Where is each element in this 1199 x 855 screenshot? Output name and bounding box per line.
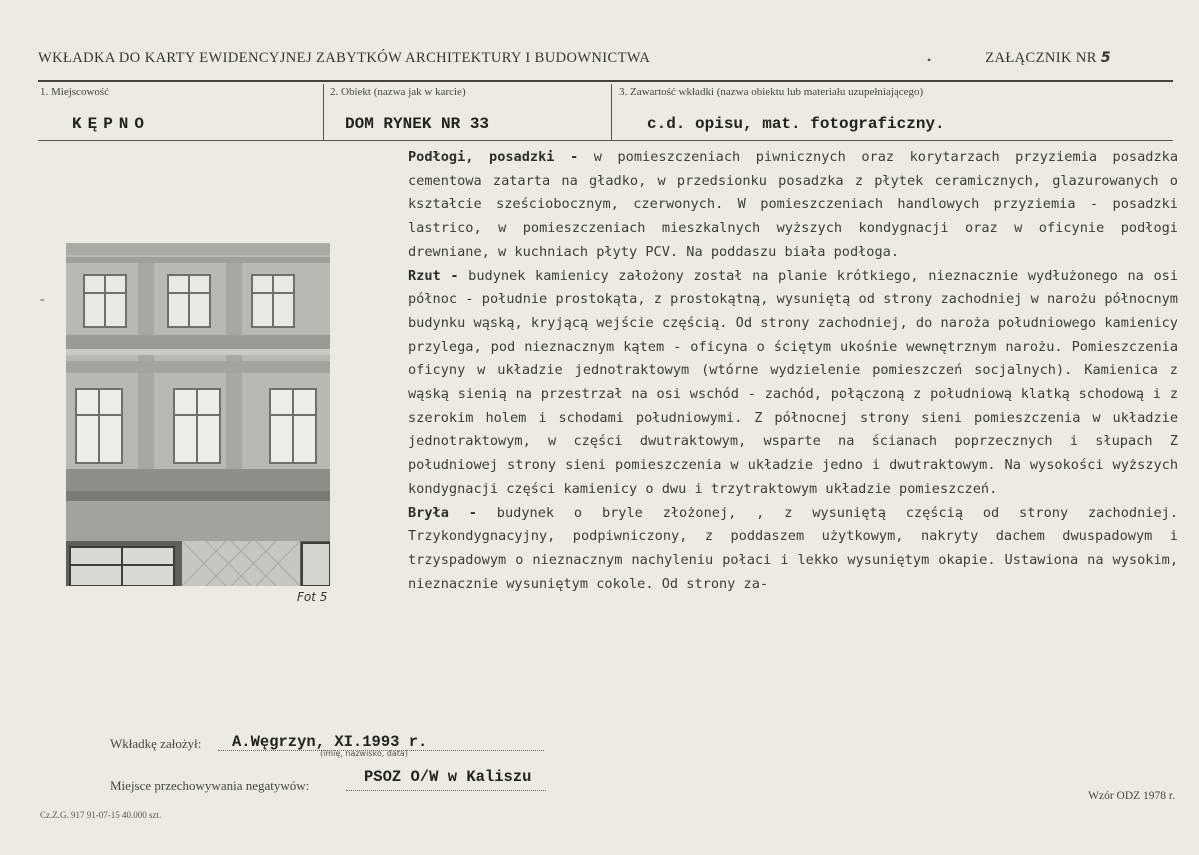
field-value-object: DOM RYNEK NR 33 <box>345 115 490 133</box>
attachment-label: ZAŁĄCZNIK NR 5 <box>985 50 1111 66</box>
negatives-label: Miejsce przechowywania negatywów: <box>110 778 310 793</box>
field-divider <box>611 84 612 140</box>
field-value-locality: KĘPNO <box>72 115 151 133</box>
photo-caption: Fot 5 <box>297 590 328 604</box>
author-value: A.Węgrzyn, XI.1993 r. <box>232 733 428 751</box>
author-label: Wkładkę założył: <box>110 736 202 751</box>
author-hint: (imię, nazwisko, data) <box>320 749 408 758</box>
document-page: WKŁADKA DO KARTY EWIDENCYJNEJ ZABYTKÓW ARCHITEKTURY I BUDOWNICTWA • ZAŁĄCZNIK NR 5 1. Miejscowość 2. Obiekt (nazwa jak w karcie) 3. Zawartość wkładki (nazwa obiektu lub materiału uzupełniającego) KĘPNO DOM RYNEK NR 33 c.d. opisu, mat. fotograficzny. - Fot 5 Podłogi, posadzki - w pomieszczeniach piwnicznych oraz korytarzach przyziemia posadzka cementowa zatarta na gładko, w przedsionku posadzka z płytek ceramicznych, glazurowanych o kształcie sześciobocznym, czerwonych. W pomieszczeniach handlowych przyziemia - posadzki lastrico, w pomieszczeniach mieszkalnych wyższych kondygnacji oraz w oficynie podłogi drewniane, w kuchniach płyty PCV. Na poddaszu biała podłoga. Rzut - budynek kamienicy założony został na planie krótkiego, nieznacznie wydłużonego na osi północ - południe prostokąta, z prostokątną, wysuniętą od strony zachodniej w narożu północnym budynku wąską, kryjącą wejście częścią. Od strony zachodniej, do naroża południowego kamienicy przylega, pod nieznacznym kątem - oficyna o ściętym ukośnie wewnętrznym narożu. Pomieszczenia oficyny w układzie jednotraktowym (wtórne wydzielenie pomieszczeń socjalnych). Kamienica z wąską sienią na przestrzał na osi wschód - zachód, połączoną z południową klatką schodową i z szerokim holem i schodami południowymi. Z północnej strony sieni pomieszczenia w układzie jednotraktowym, w części dwutraktowym, wsparte na ścianach poprzecznych i słupach Z południowej strony sieni pomieszczenia w układzie jedno i dwutraktowym. Na wysokości wyższych kondygnacji części kamienicy o dwu i trzytraktowym układzie pomieszczeń. Bryła - budynek o bryle złożonej, , z wysuniętą częścią od strony zachodniej. Trzykondygnacyjny, podpiwniczony, z poddaszem użytkowym, nakryty dachem dwuspadowym i trzyspadowym o nieznacznym nachyleniu połaci i lekko wysuniętym okapie. Ustawiona na wysokim, nieznacznie wysuniętym cokole. Od strony za- Wkładkę założył: A.Węgrzyn, XI.1993 r. (imię, nazwisko, data) Miejsce przechowywania negatywów: PSOZ O/W w Kaliszu Cz.Z.G. 917 91-07-15 40.000 szt. Wzór ODZ 1978 r. <box>38 50 1179 820</box>
description-text <box>408 146 1178 596</box>
field-value-contents: c.d. opisu, mat. fotograficzny. <box>647 115 945 133</box>
field-label-locality: 1. Miejscowość <box>40 86 110 98</box>
section-text: budynek kamienicy założony został na planie krótkiego, nieznacznie wydłużonego na osi północ - południe prostokąta, z prostokątną, wysuniętą od strony zachodniej w narożu północnym budynku wąską, kryjącą wejście częścią. Od strony zachodniej, do naroża południowego kamienicy przylega, pod nieznacznym kątem - oficyna o ściętym ukośnie wewnętrznym narożu. Pomieszczenia oficyny w układzie jednotraktowym (wtórne wydzielenie pomieszczeń socjalnych). Kamienica z wąską sienią na przestrzał na osi wschód - zachód, połączoną z południową klatką schodową i z szerokim holem i schodami południowymi. Z północnej strony sieni pomieszczenia w układzie jednotraktowym, w części dwutraktowym, wsparte na ścianach poprzecznych i słupach Z południowej strony sieni pomieszczenia w układzie jedno i dwutraktowym. Na wysokości wyższych kondygnacji części kamienicy o dwu i trzytraktowym układzie pomieszczeń. <box>408 267 1178 497</box>
section-heading: Bryła - <box>408 504 477 521</box>
section-text: budynek o bryle złożonej, , z wysuniętą częścią od strony zachodniej. Trzykondygnacyjny, podpiwniczony, z poddaszem użytkowym, nakryty dachem dwuspadowym i trzyspadowym o nieznacznym nachyleniu połaci i lekko wysuniętym okapie. Ustawiona na wysokim, nieznacznie wysuniętym cokole. Od strony za- <box>408 504 1178 592</box>
document-title: WKŁADKA DO KARTY EWIDENCYJNEJ ZABYTKÓW ARCHITEKTURY I BUDOWNICTWA <box>38 50 651 66</box>
section-heading: Podłogi, posadzki - <box>408 149 579 165</box>
template-info: Wzór ODZ 1978 r. <box>1088 790 1175 802</box>
fields-rule <box>38 140 1173 141</box>
field-label-contents: 3. Zawartość wkładki (nazwa obiektu lub materiału uzupełniającego) <box>619 86 924 98</box>
attachment-number: 5 <box>1100 50 1111 66</box>
field-label-object: 2. Obiekt (nazwa jak w karcie) <box>330 86 466 98</box>
header-rule <box>38 80 1173 82</box>
section-floors <box>408 146 1178 265</box>
section-heading: Rzut - <box>408 267 459 284</box>
negatives-value: PSOZ O/W w Kaliszu <box>364 768 532 786</box>
field-divider <box>323 84 324 140</box>
section-massing <box>408 502 1178 597</box>
building-facade-image <box>66 243 330 586</box>
print-info: Cz.Z.G. 917 91-07-15 40.000 szt. <box>40 810 162 820</box>
building-photo <box>66 243 330 586</box>
section-text: w pomieszczeniach piwnicznych oraz korytarzach przyziemia posadzka cementowa zatarta na gładko, w przedsionku posadzka z płytek ceramicznych, glazurowanych o kształcie sześciobocznym, czerwonych. W pomieszczeniach handlowych przyziemia - posadzki lastrico, w pomieszczeniach mieszkalnych wyższych kondygnacji oraz w oficynie podłogi drewniane, w kuchniach płyty PCV. Na poddaszu biała podłoga. <box>408 149 1179 260</box>
section-plan <box>408 265 1178 502</box>
